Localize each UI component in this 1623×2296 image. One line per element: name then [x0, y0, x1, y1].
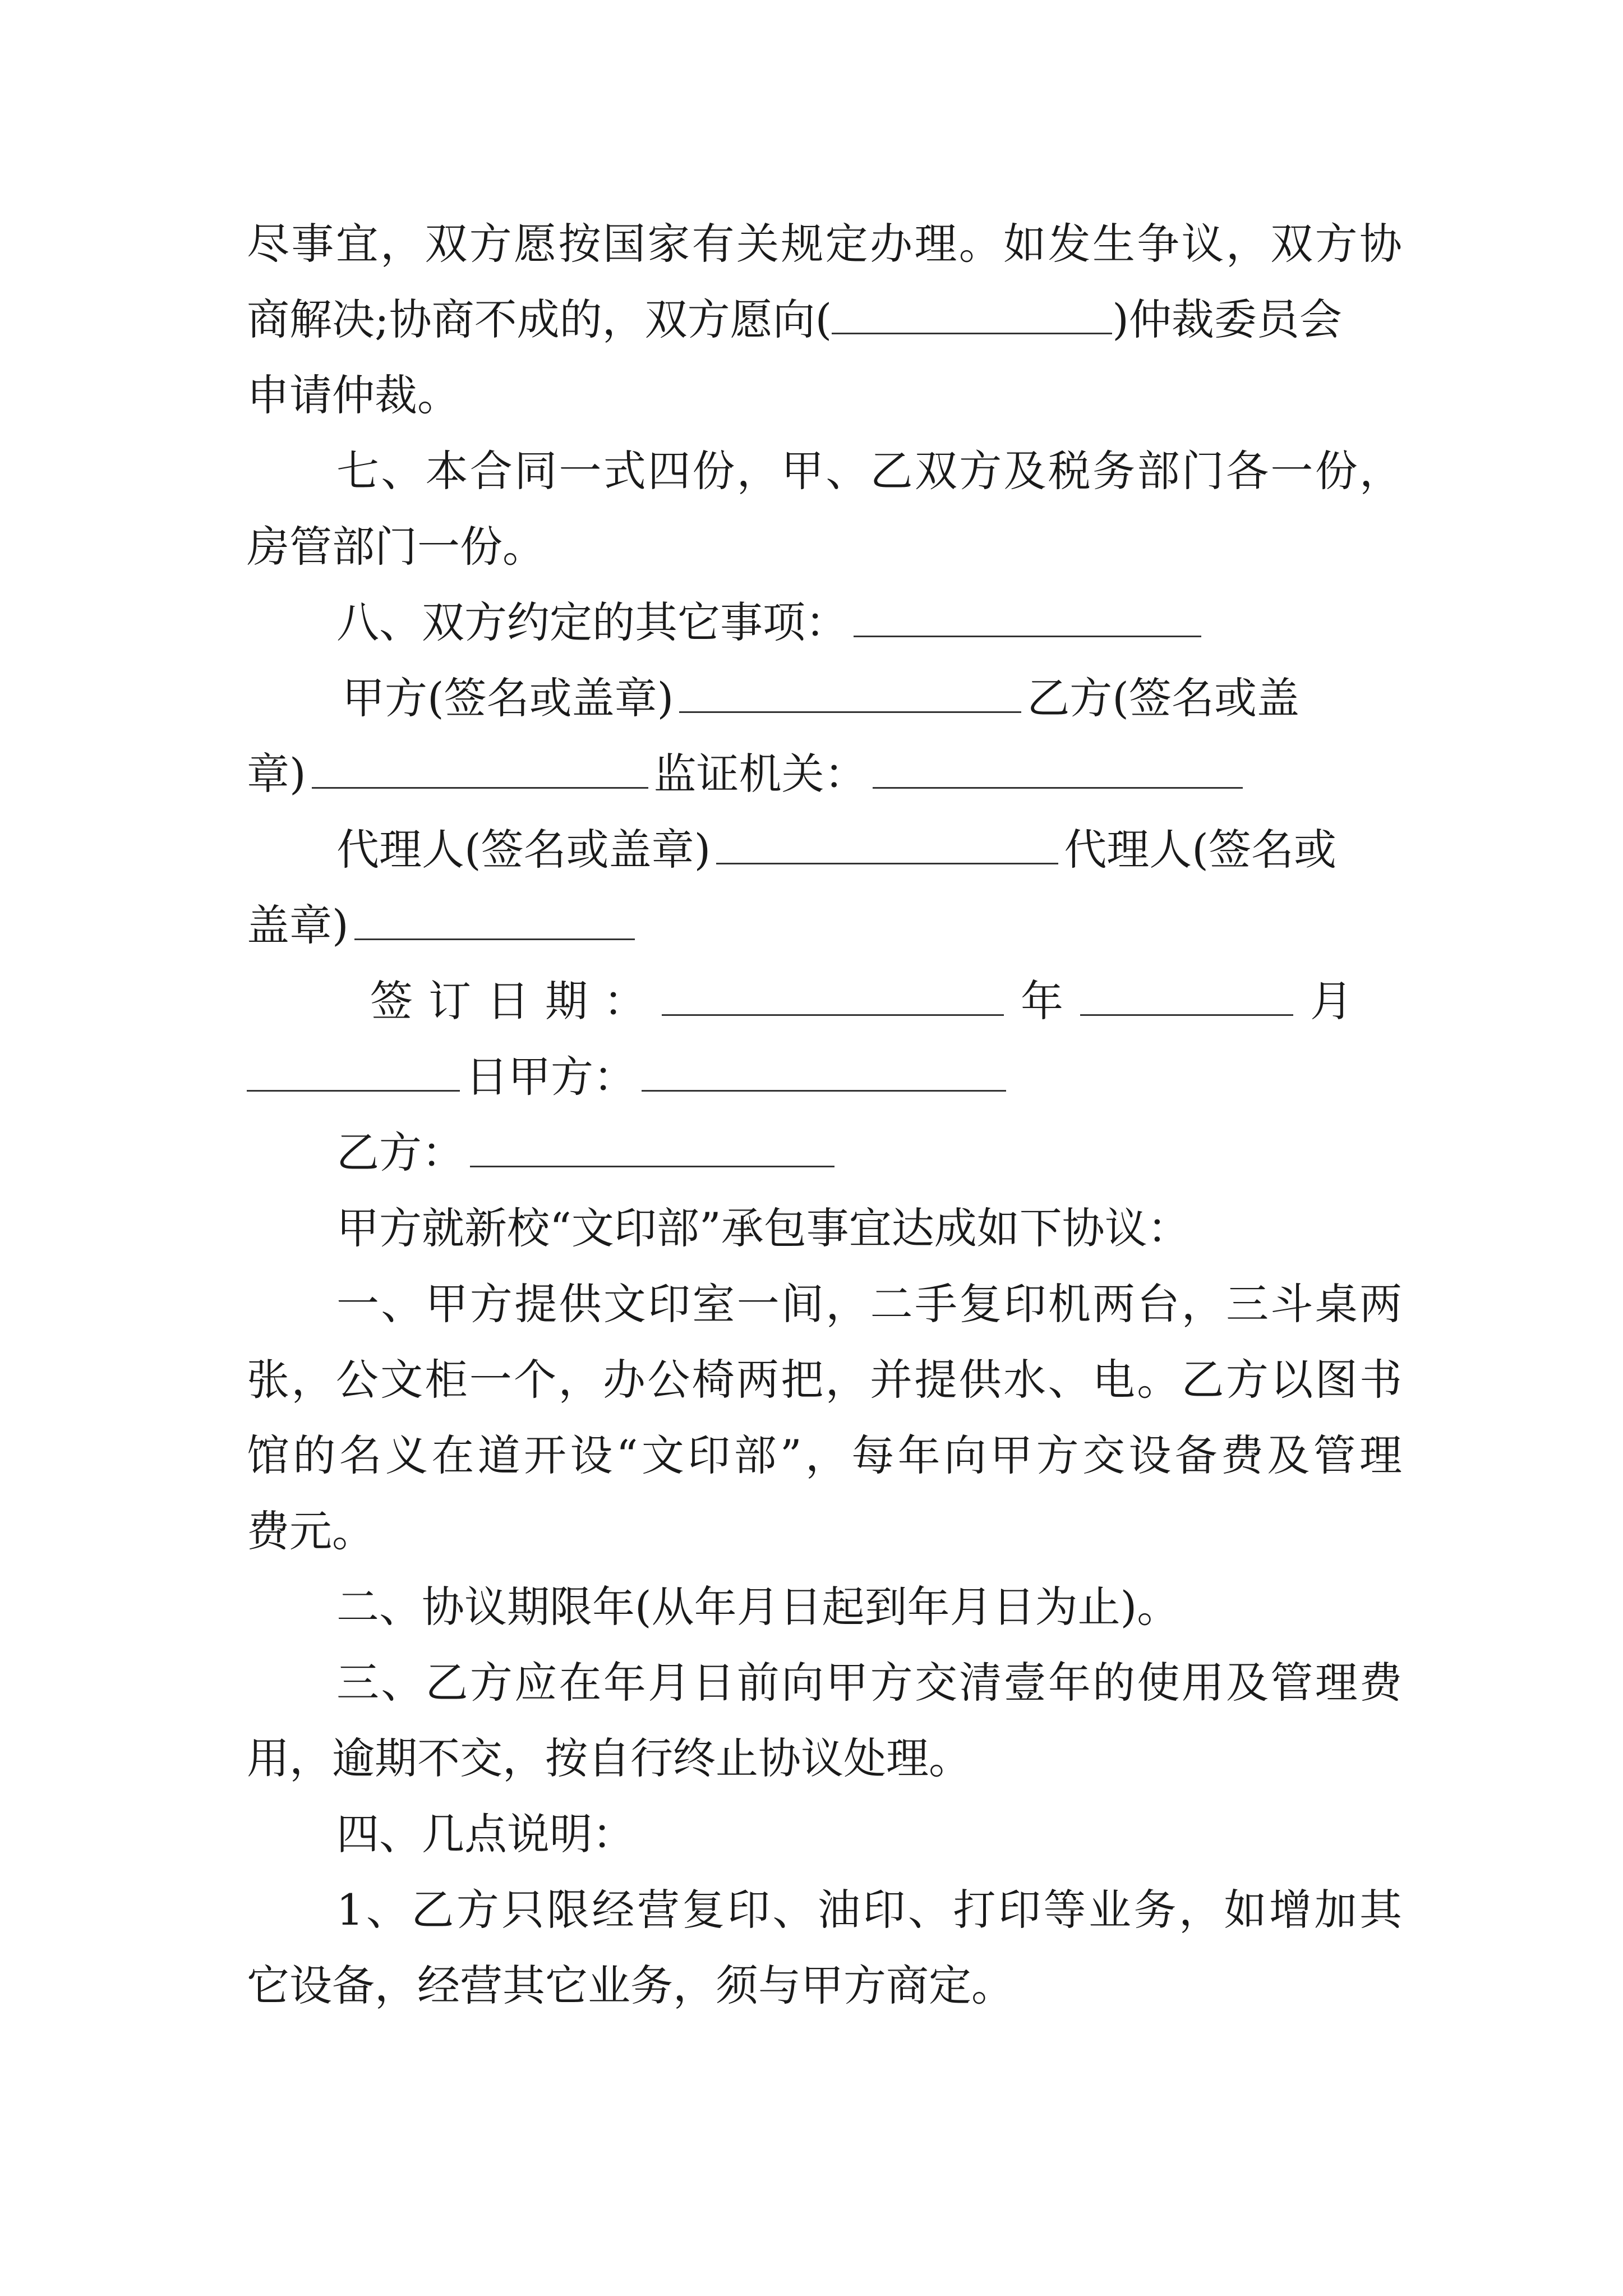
text-line: [336, 1200, 1492, 1257]
text-line: [247, 1731, 1402, 1787]
text: 馆的名义在道开设“文印部”，每年向甲方交设备费及管理: [247, 1430, 1402, 1480]
text-line: [336, 1125, 1492, 1181]
text: 年: [1021, 976, 1063, 1026]
text: 三、乙方应在年月日前向甲方交清壹年的使用及管理费: [336, 1658, 1402, 1708]
text: 乙方：: [336, 1128, 464, 1177]
text-line: [370, 973, 1525, 1029]
text: 监证机关：: [653, 749, 867, 799]
text: 张，公文柜一个，办公椅两把，并提供水、电。乙方以图书: [247, 1355, 1402, 1405]
text: 七、本合同一式四份，甲、乙双方及税务部门各一份，: [336, 446, 1402, 496]
text: 代理人(签名或: [1064, 825, 1336, 875]
blank-field: [716, 823, 1058, 864]
text-line: [247, 367, 1402, 424]
text: 1、乙方只限经营复印、油印、打印等业务，如增加其: [336, 1885, 1402, 1935]
text-line: [336, 1882, 1402, 1938]
text-line: [247, 1352, 1402, 1408]
text: 一、甲方提供文印室一间，二手复印机两台，三斗桌两: [336, 1279, 1402, 1329]
text: 乙方(签名或盖: [1027, 673, 1299, 723]
text-line: [336, 1806, 1492, 1862]
text: 尽事宜，双方愿按国家有关规定办理。如发生争议，双方协: [247, 219, 1402, 269]
blank-field: [642, 1051, 1006, 1092]
text-line: [247, 292, 1402, 348]
text: 它设备，经营其它业务，须与甲方商定。: [247, 1961, 1014, 2010]
text: 房管部门一份。: [247, 522, 545, 572]
text-line: [247, 1049, 1402, 1105]
blank-field: [832, 293, 1112, 334]
blank-field: [873, 748, 1243, 789]
text-line: [247, 1428, 1402, 1484]
text: 章): [247, 749, 306, 799]
text-line: [336, 822, 1492, 878]
text-line: [247, 519, 1402, 575]
blank-field: [679, 672, 1021, 713]
text: 费元。: [247, 1506, 375, 1556]
text: )仲裁委员会: [1112, 295, 1342, 344]
text: 四、几点说明：: [336, 1809, 635, 1859]
text-line: [247, 216, 1402, 272]
text: 八、双方约定的其它事项：: [336, 597, 848, 647]
blank-field: [470, 1126, 834, 1167]
text: 甲方(签名或盖章): [342, 673, 674, 723]
blank-field: [354, 899, 635, 940]
text-line: [342, 670, 1497, 726]
text-line: [336, 1579, 1492, 1635]
text: 甲方就新校“文印部”承包事宜达成如下协议：: [336, 1203, 1190, 1253]
blank-field: [312, 748, 648, 789]
text-line: [247, 898, 1402, 954]
blank-field: [662, 975, 1004, 1016]
blank-field: [247, 1051, 460, 1092]
text-line: [247, 1958, 1402, 2014]
text-line: [336, 595, 1492, 651]
text-line: [336, 443, 1402, 499]
text: 申请仲裁。: [247, 370, 460, 420]
text: 盖章): [247, 900, 349, 950]
blank-field: [854, 596, 1201, 637]
blank-field: [1080, 975, 1293, 1016]
text: 二、协议期限年(从年月日起到年月日为止)。: [336, 1582, 1180, 1632]
text: 日甲方：: [465, 1052, 636, 1102]
text-line: [336, 1655, 1402, 1711]
text: 商解决;协商不成的，双方愿向(: [247, 295, 832, 344]
text: 用，逾期不交，按自行终止协议处理。: [247, 1733, 971, 1783]
text-line: [247, 1503, 1402, 1559]
text-line: [247, 746, 1402, 802]
text: 月: [1310, 976, 1353, 1026]
text: 签订日期：: [370, 976, 662, 1026]
text-line: [336, 1276, 1402, 1332]
text: 代理人(签名或盖章): [336, 825, 711, 875]
